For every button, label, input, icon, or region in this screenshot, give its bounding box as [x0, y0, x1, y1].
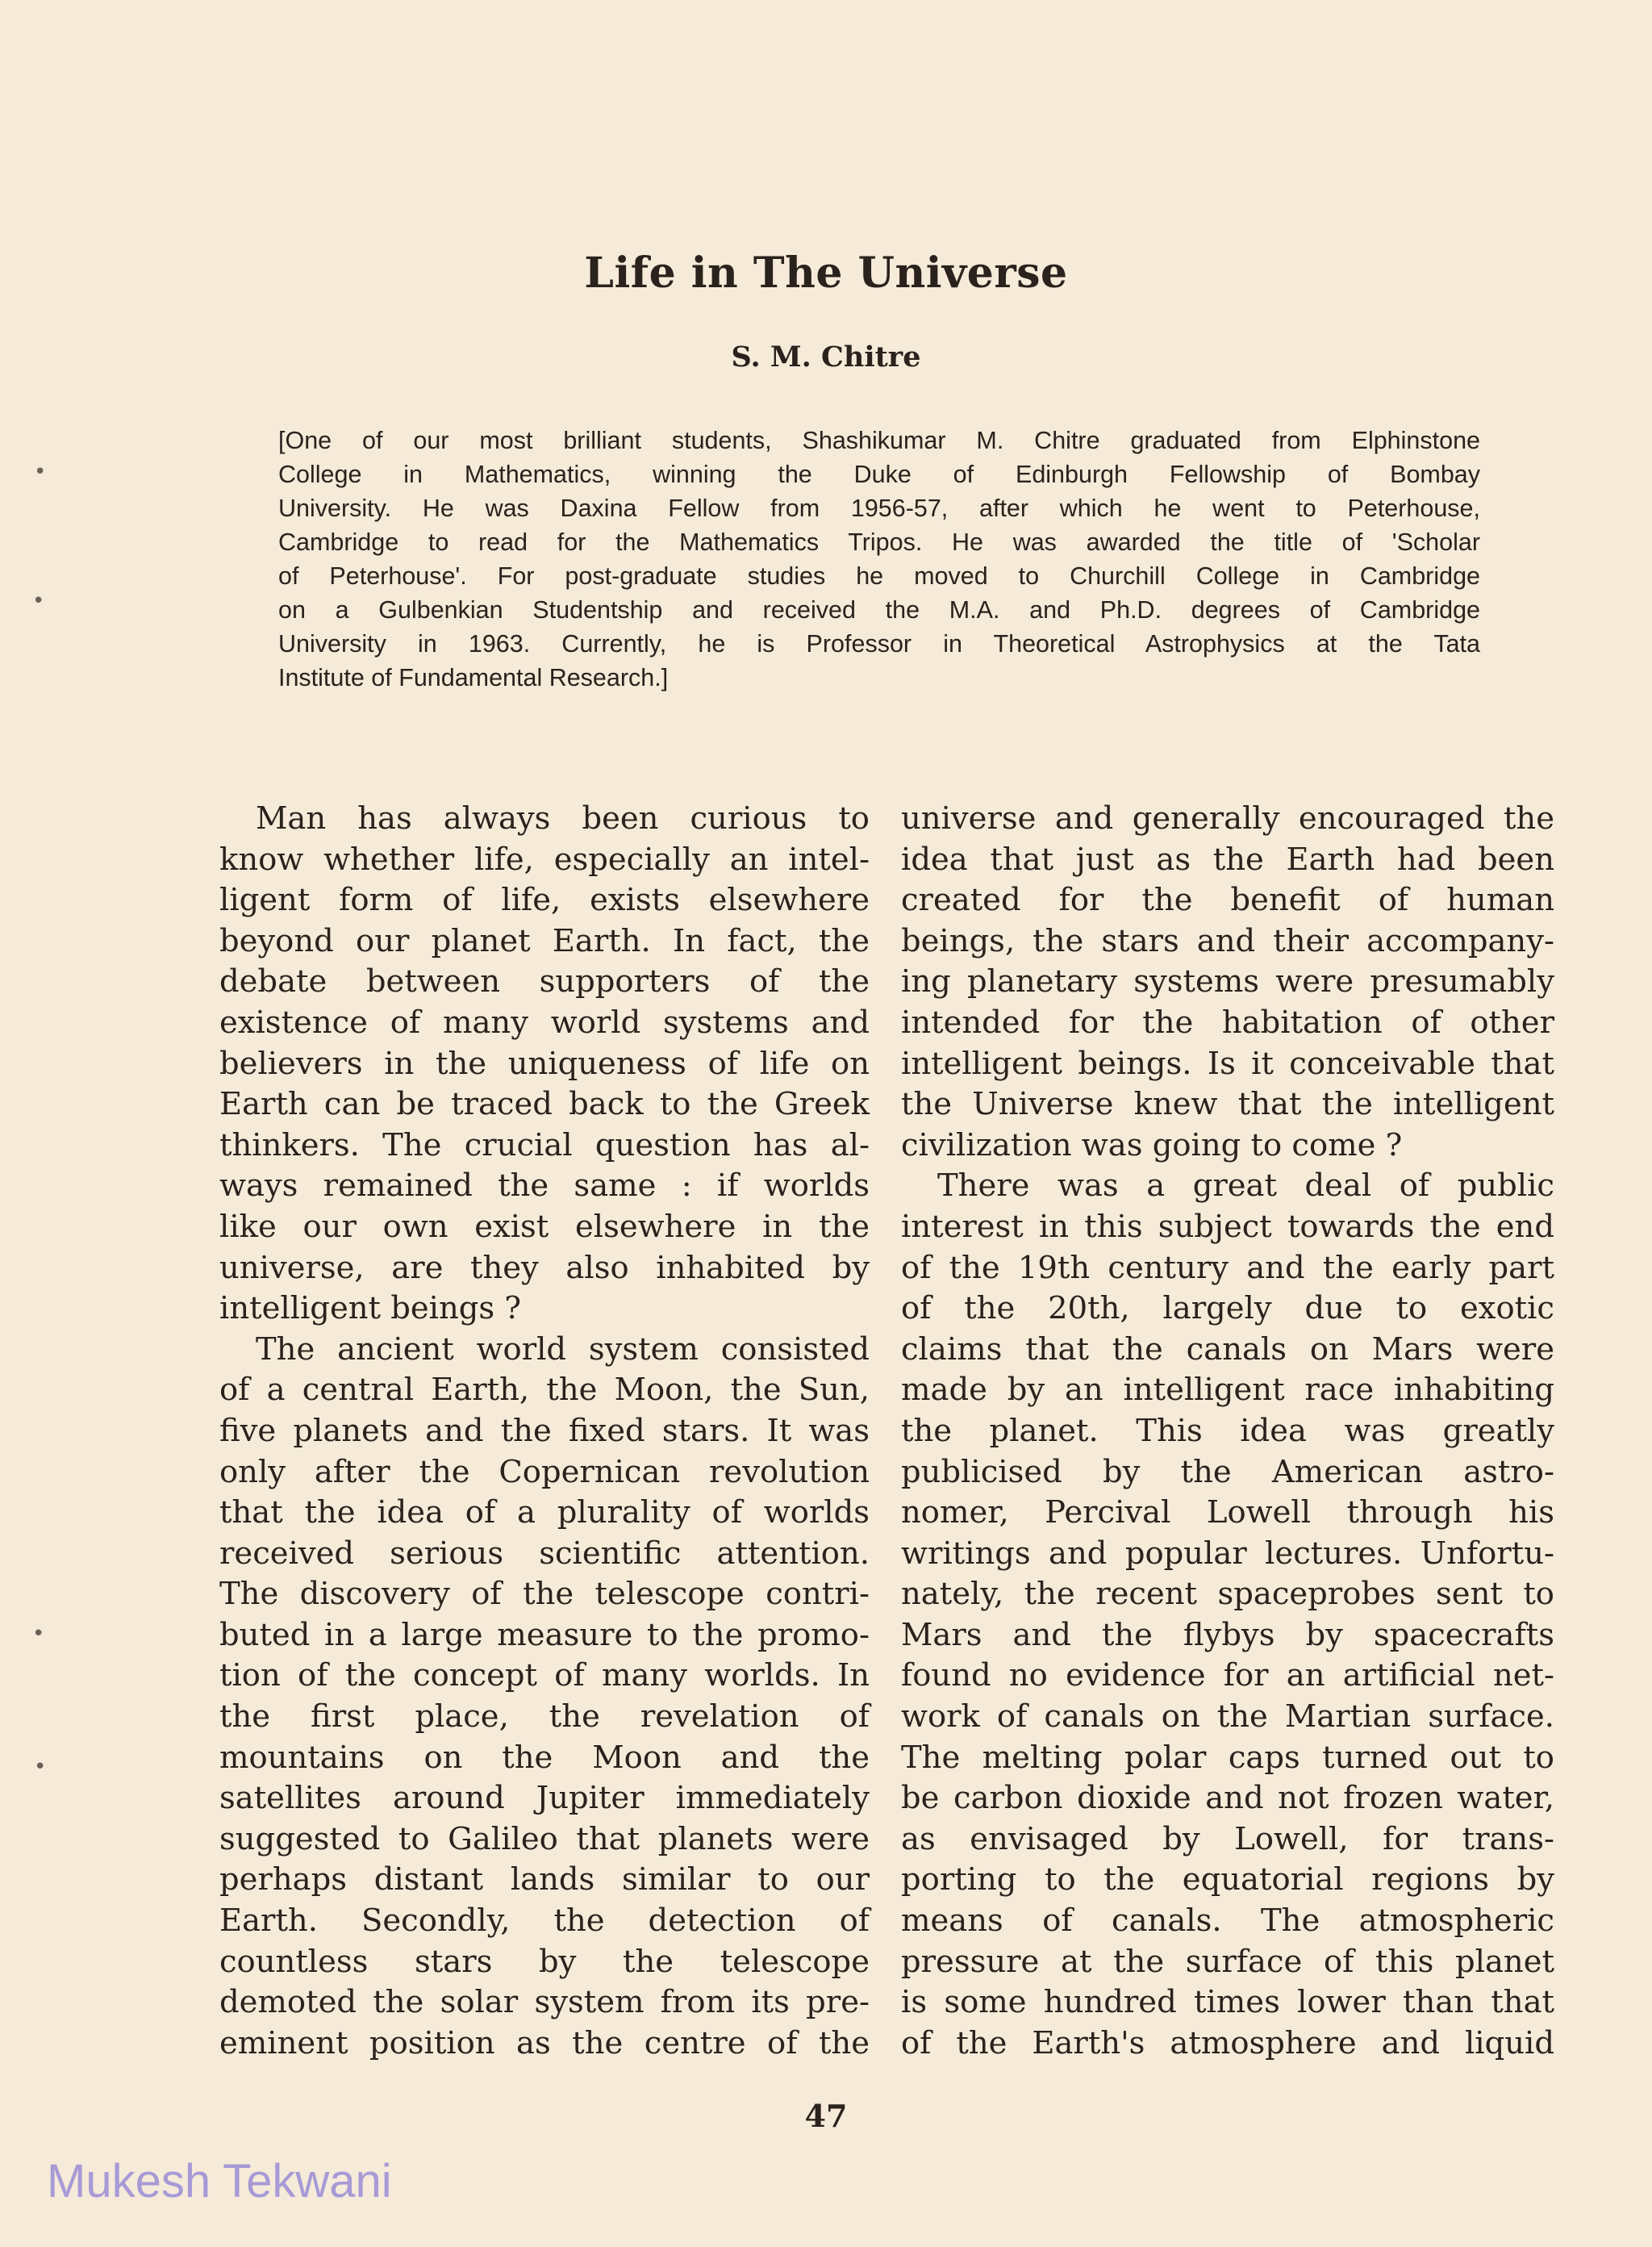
- text-line: ways remained the same : if worlds: [219, 1167, 870, 1205]
- text-line: the Universe knew that the intelligent: [901, 1086, 1554, 1123]
- page-number: 47: [804, 2098, 848, 2134]
- text-line: existence of many world systems and: [219, 1004, 870, 1041]
- text-line: nately, the recent spaceprobes sent to: [901, 1576, 1554, 1613]
- text-line: publicised by the American astro-: [901, 1453, 1554, 1490]
- text-line: intended for the habitation of other: [901, 1004, 1554, 1041]
- text-line: perhaps distant lands similar to our: [219, 1861, 870, 1898]
- text-line: means of canals. The atmospheric: [901, 1902, 1554, 1940]
- text-line: demoted the solar system from its pre-: [219, 1984, 870, 2021]
- text-line: suggested to Galileo that planets were: [219, 1820, 870, 1857]
- bio-line: University. He was Daxina Fellow from 1956-57, after which he went to Peterhouse,: [278, 495, 1480, 522]
- text-line: claims that the canals on Mars were: [901, 1330, 1554, 1368]
- text-line: satellites around Jupiter immediately: [219, 1780, 870, 1817]
- text-line: interest in this subject towards the end: [901, 1208, 1554, 1245]
- body-column-right: [901, 799, 1554, 2064]
- text-line: civilization was going to come ?: [901, 1126, 1403, 1163]
- bio-line: of Peterhouse'. For post-graduate studies he moved to Churchill College in Cambridge: [278, 562, 1480, 590]
- binding-mark: •: [34, 460, 47, 484]
- text-line: like our own exist elsewhere in the: [219, 1208, 870, 1245]
- text-line: the first place, the revelation of: [219, 1698, 870, 1735]
- text-line: mountains on the Moon and the: [219, 1739, 870, 1776]
- text-line: tion of the concept of many worlds. In: [219, 1657, 870, 1694]
- text-line: created for the benefit of human: [901, 882, 1554, 919]
- text-line: The ancient world system consisted: [256, 1330, 870, 1368]
- text-line: buted in a large measure to the promo-: [219, 1616, 870, 1653]
- binding-mark: •: [34, 1755, 47, 1779]
- text-line: porting to the equatorial regions by: [901, 1861, 1554, 1898]
- bio-line: University in 1963. Currently, he is Professor in Theoretical Astrophysics at the Tata: [278, 630, 1480, 658]
- text-line: found no evidence for an artificial net-: [901, 1657, 1554, 1694]
- text-line: The discovery of the telescope contri-: [219, 1576, 870, 1613]
- text-line: beyond our planet Earth. In fact, the: [219, 922, 870, 959]
- watermark: Mukesh Tekwani: [47, 2155, 392, 2207]
- bio-line: [One of our most brilliant students, Shashikumar M. Chitre graduated from Elphinstone: [278, 427, 1480, 454]
- binding-mark: •: [32, 589, 45, 613]
- text-line: intelligent beings ?: [219, 1290, 522, 1327]
- author-bio: [278, 424, 1480, 695]
- text-line: The melting polar caps turned out to: [901, 1739, 1554, 1776]
- text-line: ligent form of life, exists elsewhere: [219, 882, 870, 919]
- article-author: S. M. Chitre: [731, 340, 921, 374]
- text-line: thinkers. The crucial question has al-: [219, 1126, 870, 1163]
- bio-line: on a Gulbenkian Studentship and received the M.A. and Ph.D. degrees of Cambridge: [278, 596, 1480, 624]
- text-line: the planet. This idea was greatly: [901, 1412, 1554, 1449]
- text-line: is some hundred times lower than that: [901, 1984, 1554, 2021]
- text-line: ing planetary systems were presumably: [901, 963, 1554, 1000]
- text-line: of the Earth's atmosphere and liquid: [901, 2024, 1554, 2061]
- text-line: be carbon dioxide and not frozen water,: [901, 1780, 1554, 1817]
- text-line: of the 20th, largely due to exotic: [901, 1290, 1554, 1327]
- text-line: universe, are they also inhabited by: [219, 1249, 870, 1286]
- text-line: universe and generally encouraged the: [901, 800, 1554, 837]
- text-line: Earth can be traced back to the Greek: [219, 1086, 870, 1123]
- text-line: that the idea of a plurality of worlds: [219, 1494, 870, 1531]
- text-line: know whether life, especially an intel-: [219, 841, 870, 878]
- text-line: Earth. Secondly, the detection of: [219, 1902, 870, 1940]
- bio-line: College in Mathematics, winning the Duke of Edinburgh Fellowship of Bombay: [278, 461, 1480, 488]
- text-line: beings, the stars and their accompany-: [901, 922, 1554, 959]
- text-line: writings and popular lectures. Unfortu-: [901, 1535, 1554, 1572]
- text-line: Man has always been curious to: [256, 800, 870, 837]
- article-title: Life in The Universe: [584, 249, 1068, 298]
- bio-line: Institute of Fundamental Research.]: [278, 664, 669, 691]
- text-line: There was a great deal of public: [937, 1167, 1554, 1205]
- binding-mark: •: [32, 1622, 45, 1646]
- text-line: nomer, Percival Lowell through his: [901, 1494, 1554, 1531]
- text-line: made by an intelligent race inhabiting: [901, 1372, 1554, 1409]
- text-line: work of canals on the Martian surface.: [901, 1698, 1554, 1735]
- text-line: received serious scientific attention.: [219, 1535, 870, 1572]
- text-line: debate between supporters of the: [219, 963, 870, 1000]
- body-column-left: [219, 799, 870, 2064]
- text-line: countless stars by the telescope: [219, 1943, 870, 1980]
- text-line: only after the Copernican revolution: [219, 1453, 870, 1490]
- text-line: as envisaged by Lowell, for trans-: [901, 1820, 1554, 1857]
- bio-line: Cambridge to read for the Mathematics Tripos. He was awarded the title of 'Scholar: [278, 528, 1480, 556]
- text-line: five planets and the fixed stars. It was: [219, 1412, 870, 1449]
- text-line: eminent position as the centre of the: [219, 2024, 870, 2061]
- text-line: pressure at the surface of this planet: [901, 1943, 1554, 1980]
- text-line: Mars and the flybys by spacecrafts: [901, 1616, 1554, 1653]
- text-line: idea that just as the Earth had been: [901, 841, 1554, 878]
- text-line: intelligent beings. Is it conceivable that: [901, 1045, 1554, 1082]
- text-line: of a central Earth, the Moon, the Sun,: [219, 1372, 870, 1409]
- text-line: believers in the uniqueness of life on: [219, 1045, 870, 1082]
- text-line: of the 19th century and the early part: [901, 1249, 1554, 1286]
